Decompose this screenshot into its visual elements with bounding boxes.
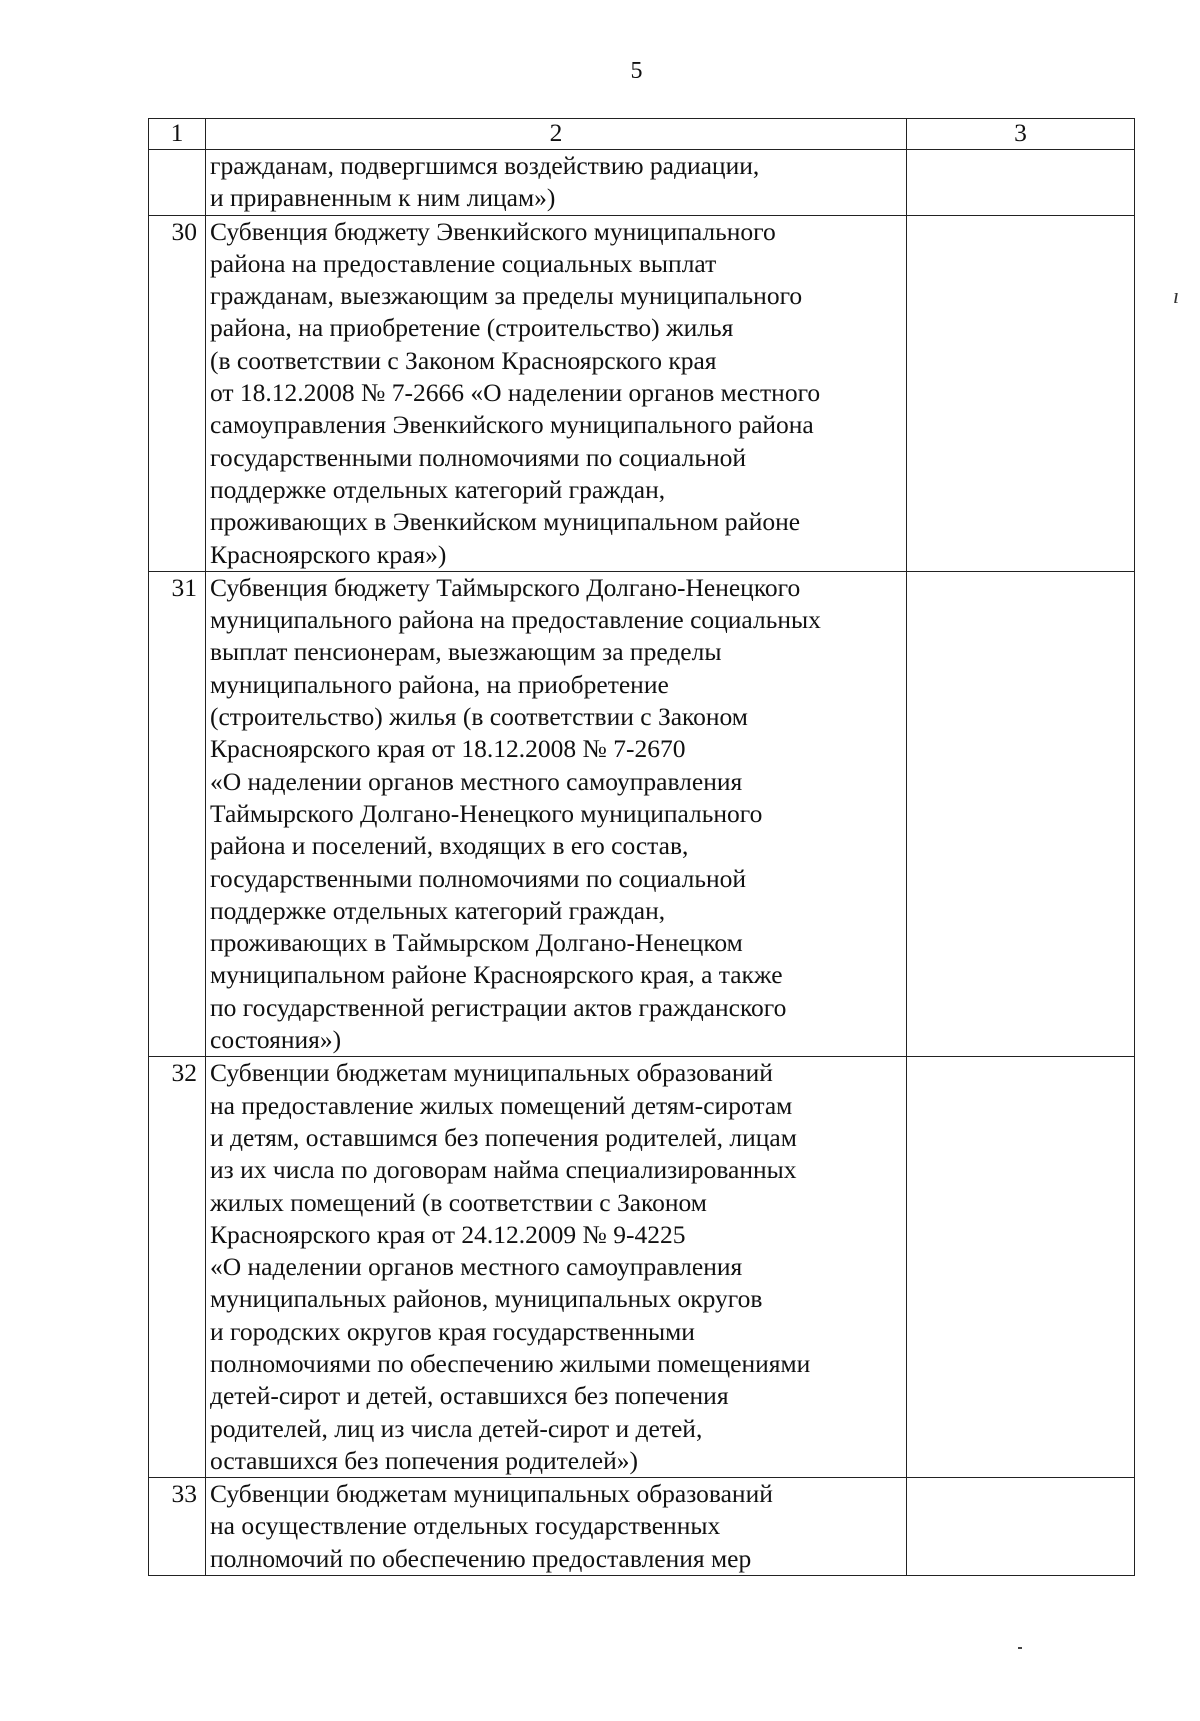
- row-description: Субвенция бюджету Эвенкийского муниципального района на предоставление социальных выплат гражданам, выезжающим за пределы муниципального района, на приобретение (строительство) жилья (в соответствии с Законом Красноярского края от 18.12.2008 № 7-2666 «О наделении органов местного самоуправления Эвенкийского муниципального района государственными полномочиями по социальной поддержке отдельных категорий граждан, проживающих в Эвенкийском муниципальном районе Красноярского края»): [206, 215, 907, 571]
- stray-pen-mark: ı: [1173, 283, 1180, 308]
- table-row: [149, 1478, 1135, 1576]
- stray-dot: [1018, 1647, 1022, 1649]
- row-amount: [907, 571, 1135, 1056]
- header-cell-1: 1: [149, 119, 206, 150]
- header-cell-3: 3: [907, 119, 1135, 150]
- table-row: [149, 215, 1135, 571]
- table-row: [149, 571, 1135, 1056]
- budget-table: [148, 118, 1135, 1576]
- row-amount: [907, 1057, 1135, 1478]
- row-amount: [907, 215, 1135, 571]
- table-body: [149, 150, 1135, 1576]
- row-description: Субвенции бюджетам муниципальных образований на осуществление отдельных государственных полномочий по обеспечению предоставления мер: [206, 1478, 907, 1576]
- row-description: Субвенция бюджету Таймырского Долгано-Ненецкого муниципального района на предоставление социальных выплат пенсионерам, выезжающим за пределы муниципального района, на приобретение (строительство) жилья (в соответствии с Законом Красноярского края от 18.12.2008 № 7-2670 «О наделении органов местного самоуправления Таймырского Долгано-Ненецкого муниципального района и поселений, входящих в его состав, государственными полномочиями по социальной поддержке отдельных категорий граждан, проживающих в Таймырском Долгано-Ненецком муниципальном районе Красноярского края, а также по государственной регистрации актов гражданского состояния»): [206, 571, 907, 1056]
- row-number: 33: [149, 1478, 206, 1576]
- row-number: 32: [149, 1057, 206, 1478]
- row-amount: [907, 150, 1135, 216]
- table-row: [149, 1057, 1135, 1478]
- row-description: Субвенции бюджетам муниципальных образований на предоставление жилых помещений детям-сиротам и детям, оставшимся без попечения родителей, лицам из их числа по договорам найма специализированных жилых помещений (в соответствии с Законом Красноярского края от 24.12.2009 № 9-4225 «О наделении органов местного самоуправления муниципальных районов, муниципальных округов и городских округов края государственными полномочиями по обеспечению жилыми помещениями детей-сирот и детей, оставшихся без попечения родителей, лиц из числа детей-сирот и детей, оставшихся без попечения родителей»): [206, 1057, 907, 1478]
- header-cell-2: 2: [206, 119, 907, 150]
- row-description: гражданам, подвергшимся воздействию радиации, и приравненным к ним лицам»): [206, 150, 907, 216]
- row-number: 30: [149, 215, 206, 571]
- table-header-row: [149, 119, 1135, 150]
- row-amount: [907, 1478, 1135, 1576]
- table-row: [149, 150, 1135, 216]
- row-number: [149, 150, 206, 216]
- page-number: 5: [630, 58, 643, 84]
- row-number: 31: [149, 571, 206, 1056]
